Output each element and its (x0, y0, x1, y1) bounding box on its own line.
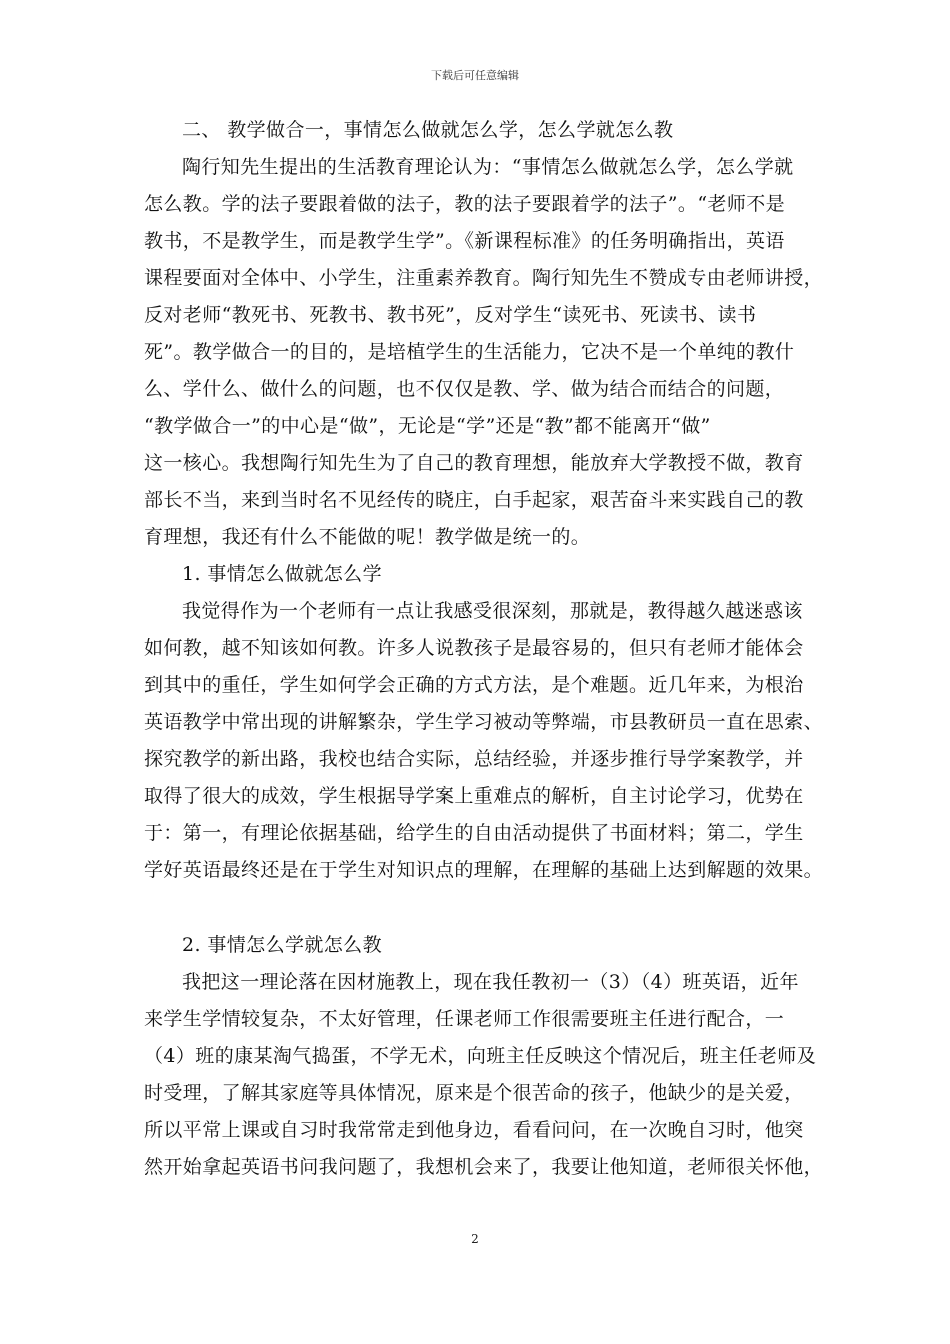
paragraph-line: 然开始拿起英语书问我问题了，我想机会来了，我要让他知道，老师很关怀他， (144, 1156, 824, 1178)
paragraph-line: 反对老师“教死书、死教书、教书死”，反对学生“读死书、死读书、读书 (144, 304, 757, 326)
paragraph-line: 来学生学情较复杂，不太好管理，任课老师工作很需要班主任进行配合，一 (144, 1008, 785, 1030)
paragraph-line: 于：第一，有理论依据基础，给学生的自由活动提供了书面材料；第二，学生 (144, 822, 804, 844)
paragraph-line: 我把这一理论落在因材施教上，现在我任教初一（3）（4）班英语，近年 (182, 971, 799, 993)
paragraph-line: 育理想，我还有什么不能做的呢！教学做是统一的。 (144, 526, 591, 548)
subsection-heading: 1. 事情怎么做就怎么学 (182, 563, 382, 585)
paragraph-line: 取得了很大的成效，学生根据导学案上重难点的解析，自主讨论学习，优势在 (144, 785, 804, 807)
paragraph-line: 陶行知先生提出的生活教育理论认为：“事情怎么做就怎么学，怎么学就 (182, 156, 794, 178)
paragraph-line: 时受理，了解其家庭等具体情况，原来是个很苦命的孩子，他缺少的是关爱， (144, 1082, 804, 1104)
paragraph-line: 如何教，越不知该如何教。许多人说教孩子是最容易的，但只有老师才能体会 (144, 637, 804, 659)
subsection-heading: 2. 事情怎么学就怎么教 (182, 934, 382, 956)
paragraph-line: 探究教学的新出路，我校也结合实际，总结经验，并逐步推行导学案教学，并 (144, 748, 804, 770)
paragraph-line: 到其中的重任，学生如何学会正确的方式方法，是个难题。近几年来，为根治 (144, 674, 804, 696)
paragraph-line: 英语教学中常出现的讲解繁杂，学生学习被动等弊端，市县教研员一直在思索、 (144, 711, 824, 733)
paragraph-line: 学好英语最终还是在于学生对知识点的理解，在理解的基础上达到解题的效果。 (144, 859, 824, 881)
paragraph-line: 死”。教学做合一的目的，是培植学生的生活能力，它决不是一个单纯的教什 (144, 341, 795, 363)
paragraph-line: 部长不当，来到当时名不见经传的晓庄，白手起家，艰苦奋斗来实践自己的教 (144, 489, 804, 511)
paragraph-line: 所以平常上课或自习时我常常走到他身边，看看问问，在一次晚自习时，他突 (144, 1119, 804, 1141)
paragraph-line: “教学做合一”的中心是“做”，无论是“学”还是“教”都不能离开“做” (144, 415, 711, 437)
paragraph-line: （4）班的康某淘气捣蛋，不学无术，向班主任反映这个情况后，班主任老师及 (144, 1045, 817, 1067)
paragraph-line: 怎么教。学的法子要跟着做的法子，教的法子要跟着学的法子”。“老师不是 (144, 193, 786, 215)
paragraph-line: 么、学什么、做什么的问题，也不仅仅是教、学、做为结合而结合的问题， (144, 378, 785, 400)
paragraph-line: 这一核心。我想陶行知先生为了自己的教育理想，能放弃大学教授不做，教育 (144, 452, 804, 474)
paragraph-line: 我觉得作为一个老师有一点让我感受很深刻，那就是，教得越久越迷惑该 (182, 600, 803, 622)
section-heading: 二、 教学做合一，事情怎么做就怎么学，怎么学就怎么教 (182, 119, 674, 141)
paragraph-line: 课程要面对全体中、小学生，注重素养教育。陶行知先生不赞成专由老师讲授， (144, 267, 824, 289)
page-header: 下载后可任意编辑 (431, 69, 519, 82)
paragraph-line: 教书，不是教学生，而是教学生学”。《新课程标准》的任务明确指出，英语 (144, 230, 785, 252)
page-number: 2 (471, 1232, 479, 1246)
